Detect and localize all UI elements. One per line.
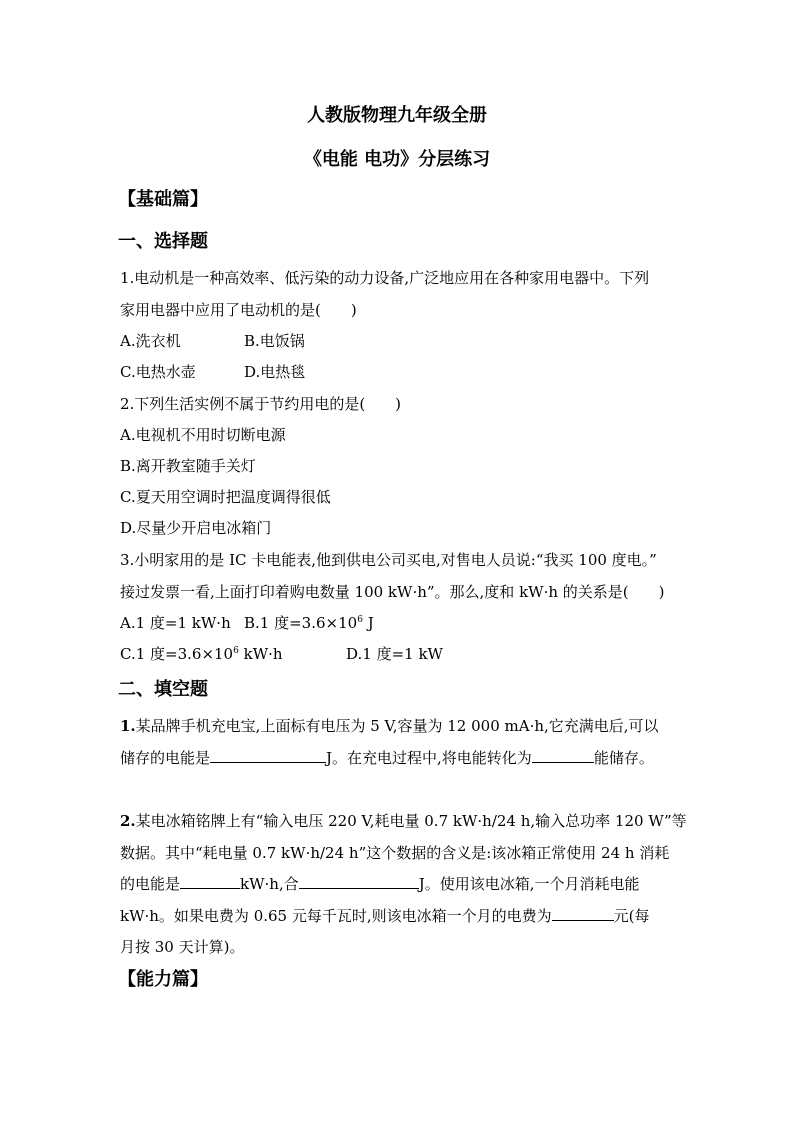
f2-answer-blank-3[interactable] — [552, 906, 614, 921]
q1-stem-line2: 家用电器中应用了电动机的是( ) — [120, 301, 357, 319]
q2-option-a: A.电视机不用时切断电源 — [120, 426, 286, 444]
q3-option-a: A.1 度=1 kW·h — [120, 614, 231, 632]
q1-option-d: D.电热毯 — [244, 363, 306, 381]
f2-answer-blank-1[interactable] — [180, 874, 240, 889]
section-ability-heading: 【能力篇】 — [118, 969, 208, 990]
q1-option-b: B.电饭锅 — [244, 332, 305, 350]
f1-answer-blank-2[interactable] — [532, 748, 594, 763]
f1-stem-line2: 储存的电能是 J。在充电过程中,将电能转化为 能储存。 — [120, 749, 654, 767]
section-choice-heading: 一、选择题 — [118, 231, 208, 252]
f2-answer-blank-2[interactable] — [299, 874, 419, 889]
q2-option-b: B.离开教室随手关灯 — [120, 457, 256, 475]
q3-option-b-exponent: 6 — [357, 615, 363, 625]
q3-option-b: B.1 度$=3.6\times 10^6$ J — [244, 614, 374, 632]
q3-option-d: D.1 度=1 kW — [346, 645, 443, 663]
q3-option-c-exponent: 6 — [233, 646, 239, 656]
q2-option-d: D.尽量少开启电冰箱门 — [120, 519, 272, 537]
f2-stem-line5: 月按 30 天计算)。 — [120, 938, 245, 956]
f1-stem-line1: 1.某品牌手机充电宝,上面标有电压为 5 V,容量为 12 000 mA·h,它充满电后,可以 — [120, 717, 659, 735]
q1-stem-line1: 1.电动机是一种高效率、低污染的动力设备,广泛地应用在各种家用电器中。下列 — [120, 269, 650, 287]
section-basic-heading: 【基础篇】 — [118, 189, 208, 210]
q2-stem: 2.下列生活实例不属于节约用电的是( ) — [120, 395, 402, 413]
f2-stem-line2: 数据。其中“耗电量 0.7 kW·h/24 h”这个数据的含义是:该冰箱正常使用 24 h 消耗 — [120, 844, 670, 862]
document-title: 人教版物理九年级全册 — [307, 105, 487, 126]
q3-option-c: C.1 度$=3.6\times 10^6$ kW·h — [120, 645, 283, 663]
q3-stem-line2: 接过发票一看,上面打印着购电数量 100 kW·h”。那么,度和 kW·h 的关系是( ) — [120, 583, 665, 601]
q3-stem-line1: 3.小明家用的是 IC 卡电能表,他到供电公司买电,对售电人员说:“我买 100 度电。” — [120, 551, 657, 569]
section-fill-heading: 二、填空题 — [118, 679, 208, 700]
f2-stem-line4: kW·h。如果电费为 0.65 元每千瓦时,则该电冰箱一个月的电费为 元(每 — [120, 907, 650, 925]
f2-stem-line1: 2.某电冰箱铭牌上有“输入电压 220 V,耗电量 0.7 kW·h/24 h,输入总功率 120 W”等 — [120, 812, 687, 830]
q1-option-a: A.洗衣机 — [120, 332, 181, 350]
q2-option-c: C.夏天用空调时把温度调得很低 — [120, 488, 331, 506]
q1-option-c: C.电热水壶 — [120, 363, 196, 381]
f1-answer-blank-1[interactable] — [210, 748, 326, 763]
f2-stem-line3: 的电能是 kW·h,合 J。使用该电冰箱,一个月消耗电能 — [120, 875, 640, 893]
document-subtitle: 《电能 电功》分层练习 — [303, 149, 491, 170]
